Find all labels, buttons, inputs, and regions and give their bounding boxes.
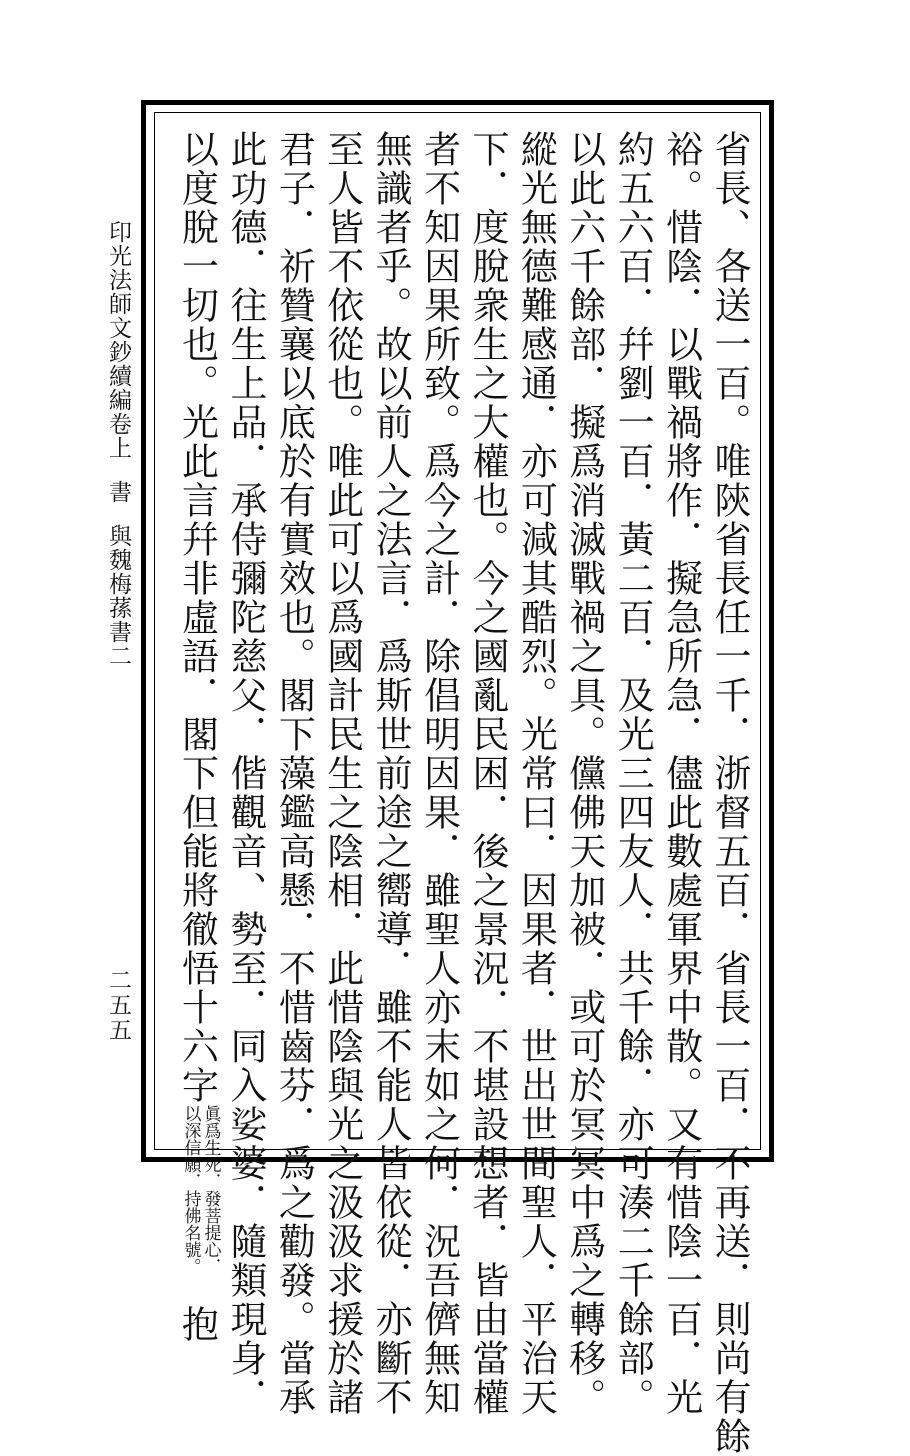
book-title: 印光法師文鈔續編卷上 <box>105 220 131 460</box>
text-column: 下．度脫衆生之大權也。今之國亂民困．後之景況．不堪設想者．皆由當權 <box>465 130 509 1417</box>
text-column: 者不知因果所致。爲今之計．除倡明因果．雖聖人亦末如之何．況吾儕無知 <box>417 130 461 1417</box>
text-column: 以此六千餘部．擬爲消滅戰禍之具。儻佛天加被．或可於冥冥中爲之轉移。 <box>562 130 606 1417</box>
interlinear-note <box>181 1105 221 1295</box>
note-line: 以深信願．持佛名號。 <box>180 1105 201 1275</box>
letter-title: 與魏梅蓀書二 <box>105 524 131 668</box>
text-column: 省長、各送一百。唯陝省長任一千．浙督五百．省長一百．不再送．則尚有餘 <box>708 130 751 1456</box>
last-column-text: 以度脫一切也。光此言幷非虛語．閣下但能將徹悟十六字 <box>175 130 219 1105</box>
text-column: 至人皆不依從也。唯此可以爲國計民生之陰相．此惜陰與光之汲汲求援於諸 <box>320 130 364 1417</box>
text-column: 縱光無德難感通．亦可減其酷烈。光常曰．因果者．世出世間聖人．平治天 <box>514 130 558 1417</box>
text-column: 裕。惜陰．以戰禍將作．擬急所急．儘此數處軍界中散。又有惜陰一百．光 <box>659 130 703 1417</box>
running-header <box>98 220 138 760</box>
text-column: 約五六百．幷劉一百．黃二百．及光三四友人．共千餘．亦可湊二千餘部。 <box>611 130 655 1417</box>
last-column-tail: 抱 <box>175 1305 219 1344</box>
main-text-block <box>165 130 753 1456</box>
text-column-last <box>172 130 221 1344</box>
text-column: 此功德．往生上品．承侍彌陀慈父．偕觀音、勢至．同入娑婆．隨類現身． <box>223 130 267 1417</box>
text-column: 無識者乎。故以前人之法言．爲斯世前途之嚮導．雖不能人皆依從．亦斷不 <box>369 130 413 1417</box>
page-number: 二五五 <box>105 968 131 1043</box>
section-label: 書 <box>105 480 131 504</box>
note-line: 眞爲生死．發菩提心． <box>200 1105 221 1275</box>
text-column: 君子．祈贊襄以底於有實效也。閣下藻鑑高懸．不惜齒芬．爲之勸發。當承 <box>272 130 316 1417</box>
